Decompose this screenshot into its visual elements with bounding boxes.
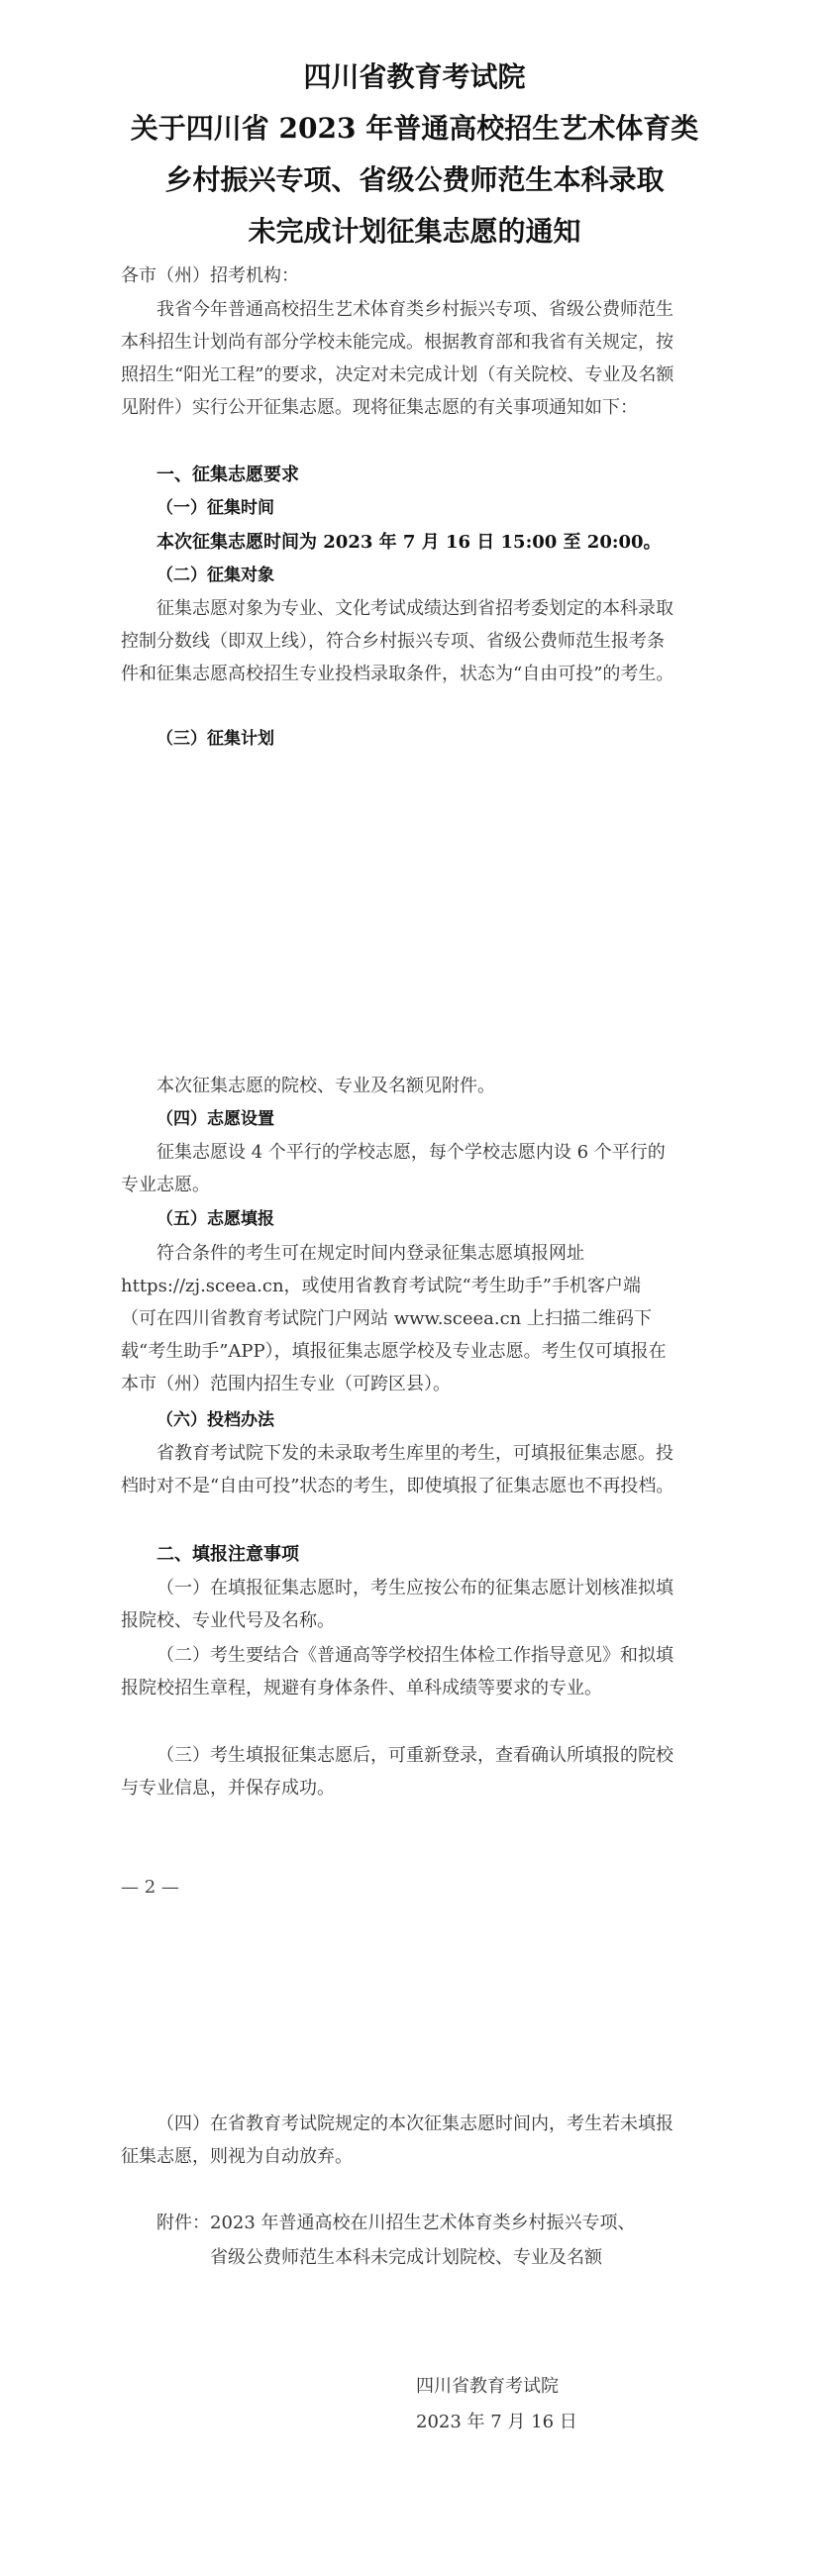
- section2-item2: （二）考生要结合《普通高等学校招生体检工作指导意见》和拟填报院校招生章程，规避有身体条件、单科成绩等要求的专业。: [121, 1645, 674, 1699]
- title-line-1: 四川省教育考试院: [303, 60, 526, 93]
- section2-item1: （一）在填报征集志愿时，考生应按公布的征集志愿计划核准拟填报院校、专业代号及名称。: [121, 1578, 674, 1631]
- sub3-text: 本次征集志愿的院校、专业及名额见附件。: [156, 1076, 495, 1096]
- title-line-2: 关于四川省 2023 年普通高校招生艺术体育类: [130, 112, 699, 145]
- attachment-label: 附件：: [156, 2213, 210, 2233]
- page-number: — 2 —: [121, 1877, 179, 1898]
- sub1-text: 本次征集志愿时间为 2023 年 7 月 16 日 15:00 至 20:00。: [156, 532, 662, 553]
- attachment-line1: 2023 年普通高校在川招生艺术体育类乡村振兴专项、: [210, 2213, 636, 2233]
- sub2-heading: （二）征集对象: [156, 566, 274, 585]
- sub5-text: 符合条件的考生可在规定时间内登录征集志愿填报网址 https://zj.sceea.cn，或使用省教育考试院“考生助手”手机客户端（可在四川省教育考试院门户网站 www.sceea.cn 上扫描二维码下载“考生助手”APP），填报征集志愿学校及专业志愿。考生仅可填报在本市（州）范围内招生专业（可跨区县）。: [121, 1243, 667, 1394]
- section1-heading: 一、征集志愿要求: [156, 464, 299, 485]
- title-line-4: 未完成计划征集志愿的通知: [248, 215, 581, 248]
- sub4-text: 征集志愿设 4 个平行的学校志愿，每个学校志愿内设 6 个平行的专业志愿。: [121, 1142, 666, 1195]
- title-line-3: 乡村振兴专项、省级公费师范生本科录取: [164, 163, 665, 196]
- section2-item4: （四）在省教育考试院规定的本次征集志愿时间内，考生若未填报征集志愿，则视为自动放弃。: [121, 2113, 674, 2167]
- intro-paragraph: 我省今年普通高校招生艺术体育类乡村振兴专项、省级公费师范生本科招生计划尚有部分学校未能完成。根据教育部和我省有关规定，按照招生“阳光工程”的要求，决定对未完成计划（有关院校、专业及名额见附件）实行公开征集志愿。现将征集志愿的有关事项通知如下：: [121, 299, 674, 418]
- attachment: [156, 2207, 636, 2239]
- sub2-text: 征集志愿对象为专业、文化考试成绩达到省招考委划定的本科录取控制分数线（即双上线），符合乡村振兴专项、省级公费师范生报考条件和征集志愿高校招生专业投档录取条件，状态为“自由可投”的考生。: [121, 598, 674, 684]
- salutation: 各市（州）招考机构：: [121, 265, 299, 286]
- section2-item3: （三）考生填报征集志愿后，可重新登录，查看确认所填报的院校与专业信息，并保存成功。: [121, 1745, 674, 1799]
- sub5-heading: （五）志愿填报: [156, 1209, 274, 1229]
- attachment-line2: 省级公费师范生本科未完成计划院校、专业及名额: [210, 2247, 602, 2268]
- signature-org: 四川省教育考试院: [416, 2376, 559, 2397]
- sub6-text: 省教育考试院下发的未录取考生库里的考生，可填报征集志愿。投档时对不是“自由可投”状态的考生，即使填报了征集志愿也不再投档。: [121, 1443, 674, 1496]
- sub1-heading: （一）征集时间: [156, 498, 274, 518]
- section2-heading: 二、填报注意事项: [156, 1544, 299, 1565]
- sub3-heading: （三）征集计划: [156, 729, 274, 749]
- sub6-heading: （六）投档办法: [156, 1410, 274, 1430]
- document-title: [0, 52, 829, 258]
- signature-date: 2023 年 7 月 16 日: [416, 2412, 577, 2432]
- sub4-heading: （四）志愿设置: [156, 1109, 274, 1129]
